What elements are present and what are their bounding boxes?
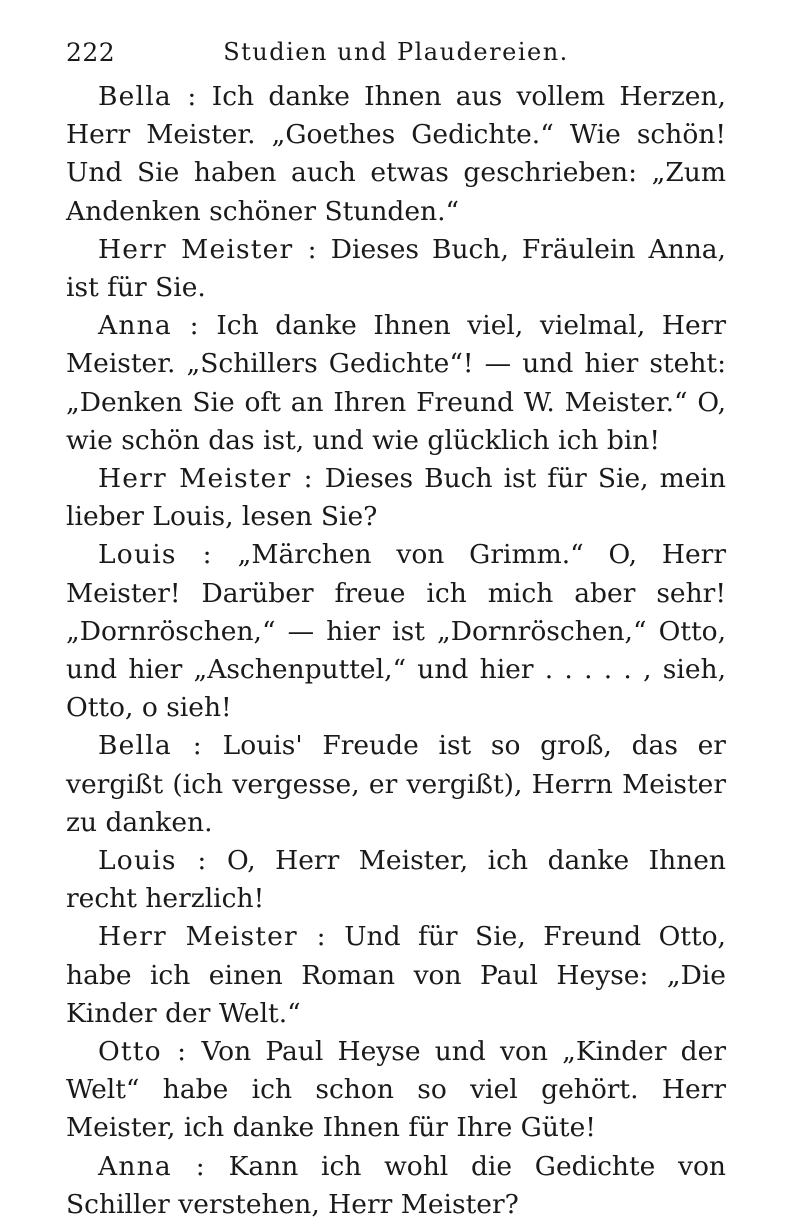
dialogue-paragraph: [66, 727, 726, 842]
speaker-name: Louis :: [98, 539, 213, 571]
speech-text: „Märchen von Grimm.“ O, Herr Meister! Darüber freue ich mich aber sehr! „Dornröschen,“ — hier ist „Dornröschen,“ Otto, und hier „Aschenputtel,“ und hier . . . . . , sieh, Otto, o sieh!: [66, 539, 726, 724]
speech-text: Ich danke Ihnen aus vollem Herzen, Herr Meister. „Goethes Gedichte.“ Wie schön! Und Sie haben auch etwas geschrieben: „Zum Andenken schöner Stunden.“: [66, 81, 726, 227]
dialogue-paragraph: [66, 460, 726, 536]
speaker-name: Louis :: [98, 845, 208, 877]
speech-text: Dieses Buch, Fräulein Anna, ist für Sie.: [66, 233, 726, 304]
dialogue-text: [66, 78, 726, 1224]
speaker-name: Anna :: [98, 1150, 206, 1182]
dialogue-paragraph: [66, 1033, 726, 1148]
speaker-name: Bella :: [98, 81, 198, 112]
speech-text: Ich danke Ihnen viel, vielmal, Herr Meister. „Schillers Gedichte“! — und hier steht: „Denken Sie oft an Ihren Freund W. Meister.“ O, wie schön das ist, und wie glücklich ich bin!: [66, 310, 726, 456]
dialogue-paragraph: [66, 1148, 726, 1224]
speaker-name: Anna :: [98, 310, 200, 342]
speech-text: O, Herr Meister, ich danke Ihnen recht herzlich!: [66, 845, 726, 915]
speaker-name: Herr Meister :: [98, 921, 327, 953]
speech-text: Und für Sie, Freund Otto, habe ich einen Roman von Paul Heyse: „Die Kinder der Welt.“: [66, 921, 726, 1029]
book-page: [66, 30, 726, 1224]
speech-text: Kann ich wohl die Gedichte von Schiller verstehen, Herr Meister?: [66, 1150, 726, 1220]
speaker-name: Bella :: [98, 730, 203, 762]
speech-text: Louis' Freude ist so groß, das er vergißt (ich vergesse, er vergißt), Herrn Meister zu danken.: [66, 730, 726, 838]
speaker-name: Otto :: [98, 1036, 188, 1068]
dialogue-paragraph: [66, 307, 726, 460]
running-head-title: Studien und Plaudereien.: [223, 38, 569, 66]
speaker-name: Herr Meister :: [98, 463, 314, 495]
running-head: [66, 30, 726, 78]
dialogue-paragraph: [66, 78, 726, 231]
page-number: 222: [66, 38, 116, 67]
dialogue-paragraph: [66, 842, 726, 918]
dialogue-paragraph: [66, 536, 726, 727]
speech-text: Von Paul Heyse und von „Kinder der Welt“ habe ich schon so viel gehört. Herr Meister, ich danke Ihnen für Ihre Güte!: [66, 1036, 726, 1144]
speaker-name: Herr Meister :: [98, 233, 318, 265]
speech-text: Dieses Buch ist für Sie, mein lieber Louis, lesen Sie?: [66, 463, 726, 533]
dialogue-paragraph: [66, 231, 726, 307]
dialogue-paragraph: [66, 918, 726, 1033]
